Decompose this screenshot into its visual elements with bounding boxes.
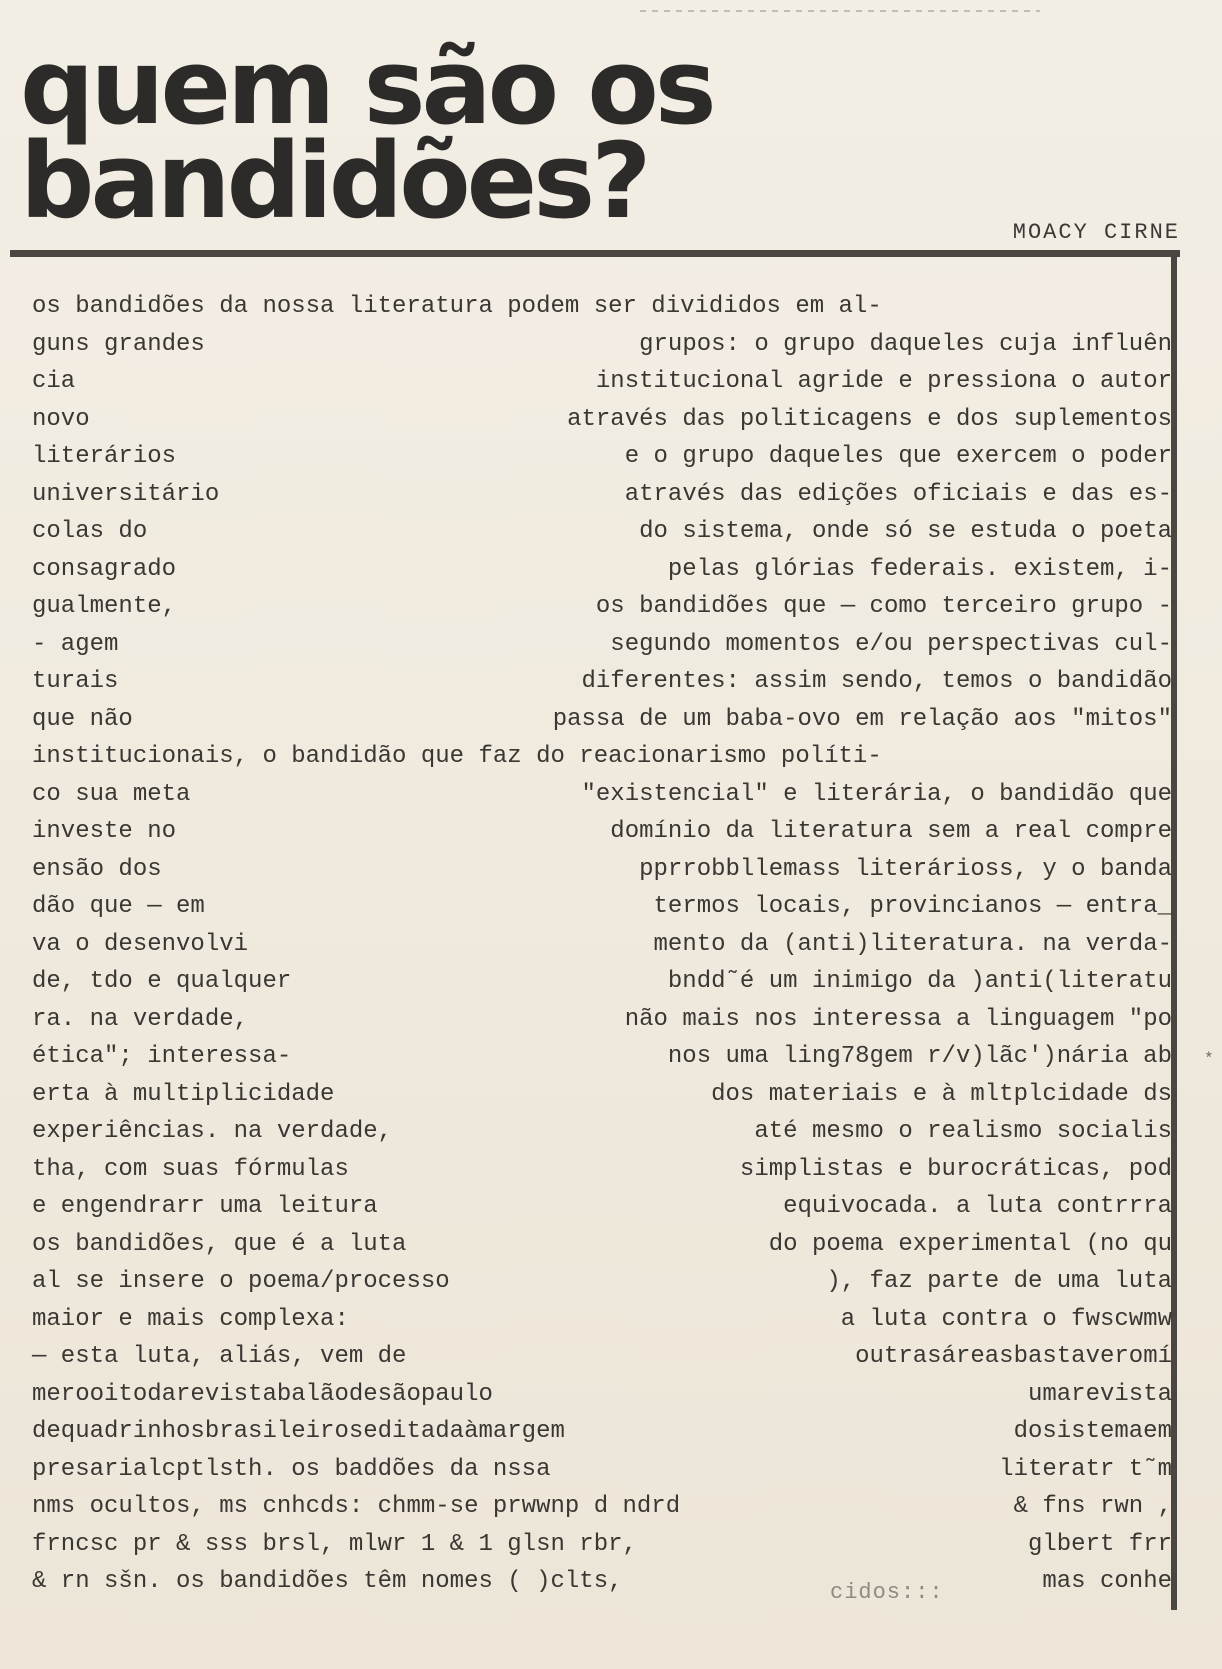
text-line <box>32 663 1172 701</box>
text-line-left: tha, com suas fórmulas <box>32 1155 349 1183</box>
text-line-left: novo <box>32 405 90 433</box>
text-line <box>32 926 1172 964</box>
text-line-left: - agem <box>32 630 119 658</box>
headline-line-1: quem são os <box>20 26 713 148</box>
text-line <box>32 1113 1172 1151</box>
text-line-right: e o grupo daqueles que exercem o poder <box>624 443 1172 470</box>
text-line-right: simplistas e burocráticas, pod <box>739 1155 1172 1183</box>
text-line <box>32 476 1172 514</box>
text-line-right: diferentes: assim sendo, temos o bandidão <box>581 668 1172 695</box>
text-line-left: nms ocultos, ms cnhcds: chmm-se prwwnp d ndrd <box>32 1493 681 1520</box>
text-line-right: a luta contra o fwscwmw <box>840 1305 1172 1333</box>
text-line-right: dosistemaem <box>1013 1418 1172 1445</box>
text-line-right: bndd˜é um inimigo da )anti(literatu <box>667 968 1172 995</box>
text-line <box>32 1001 1172 1039</box>
text-line <box>32 626 1172 664</box>
text-line <box>32 813 1172 851</box>
text-line-left: os bandidões, que é a luta <box>32 1230 407 1258</box>
text-line-right: grupos: o grupo daqueles cuja influên <box>639 330 1172 358</box>
text-line <box>32 1226 1172 1264</box>
text-line <box>32 1188 1172 1226</box>
text-line-left: gualmente, <box>32 593 177 620</box>
text-line <box>32 551 1172 589</box>
text-line-right: domínio da literatura sem a real compre <box>610 818 1172 845</box>
text-line-left: institucionais, o bandidão que faz do reacionarismo políti- <box>32 743 882 770</box>
text-line <box>32 1151 1172 1189</box>
text-line-left: presarialcptlsth. os baddões da nssa <box>32 1455 551 1483</box>
text-line <box>32 1563 1172 1601</box>
text-line-right: segundo momentos e/ou perspectivas cul- <box>610 630 1172 658</box>
text-line-left: — esta luta, aliás, vem de <box>32 1343 407 1370</box>
text-line-right: termos locais, provincianos — entra_ <box>653 893 1172 920</box>
text-line-left: dequadrinhosbrasileiroseditadaàmargem <box>32 1418 565 1445</box>
text-line-left: va o desenvolvi <box>32 930 249 958</box>
text-line-left: cia <box>32 368 76 395</box>
text-line-right: do poema experimental (no qu <box>768 1230 1172 1258</box>
text-line-right: nos uma ling78gem r/v)lãc')nária ab <box>667 1043 1172 1070</box>
text-line <box>32 1488 1172 1526</box>
text-line <box>32 1301 1172 1339</box>
author-byline: MOACY CIRNE <box>1012 220 1180 245</box>
text-line <box>32 1263 1172 1301</box>
article-body <box>32 288 1172 1601</box>
text-line-right: ), faz parte de uma luta <box>826 1268 1172 1295</box>
text-line <box>32 738 1172 776</box>
headline <box>20 26 713 242</box>
text-line-right: outrasáreasbastaveromí <box>855 1343 1172 1370</box>
text-line <box>32 401 1172 439</box>
text-line <box>32 588 1172 626</box>
text-line-right: umarevista <box>1027 1380 1172 1408</box>
text-line-right: mas conhe <box>1042 1568 1172 1595</box>
frame-top-border <box>10 250 1180 257</box>
text-line-right: através das politicagens e dos suplementos <box>567 405 1172 433</box>
text-line-left: ética"; interessa- <box>32 1043 292 1070</box>
text-line <box>32 438 1172 476</box>
text-line-left: guns grandes <box>32 330 205 358</box>
text-line <box>32 1451 1172 1489</box>
text-line-left: consagrado <box>32 555 177 583</box>
text-line-right: institucional agride e pressiona o autor <box>595 368 1172 395</box>
text-line <box>32 1526 1172 1564</box>
text-line-right: equivocada. a luta contrrra <box>783 1193 1172 1220</box>
text-line-right: pprrobbllemass literárioss, y o banda <box>639 855 1172 883</box>
text-line-right: passa de um baba-ovo em relação aos "mitos" <box>552 705 1172 733</box>
text-line-left: literários <box>32 443 177 470</box>
text-line-left: al se insere o poema/processo <box>32 1268 450 1295</box>
margin-star: * <box>1204 1050 1214 1068</box>
text-line <box>32 701 1172 739</box>
text-line-left: & rn sšn. os bandidões têm nomes ( )clts, <box>32 1568 623 1595</box>
text-line-right: dos materiais e à mltplcidade ds <box>711 1080 1172 1108</box>
top-dotted-rule <box>640 10 1040 12</box>
text-line-left: experiências. na verdade, <box>32 1118 393 1145</box>
text-line-left: co sua meta <box>32 780 191 808</box>
text-line-right: mento da (anti)literatura. na verda- <box>653 930 1172 958</box>
text-line-left: que não <box>32 705 133 733</box>
text-line-left: ensão dos <box>32 855 162 883</box>
text-line-right: através das edições oficiais e das es- <box>624 480 1172 508</box>
text-line-left: e engendrarr uma leitura <box>32 1193 378 1220</box>
text-line <box>32 363 1172 401</box>
article-tail: cidos::: <box>830 1580 944 1605</box>
text-line <box>32 1038 1172 1076</box>
text-line-left: erta à multiplicidade <box>32 1080 335 1108</box>
text-line <box>32 1338 1172 1376</box>
text-line-left: dão que — em <box>32 893 205 920</box>
text-line-right: literatr t˜m <box>999 1455 1172 1483</box>
text-line <box>32 888 1172 926</box>
text-line-right: pelas glórias federais. existem, i- <box>667 555 1172 583</box>
text-line-left: ra. na verdade, <box>32 1005 249 1033</box>
text-line <box>32 326 1172 364</box>
text-line <box>32 1376 1172 1414</box>
text-line-right: até mesmo o realismo socialis <box>754 1118 1172 1145</box>
text-line <box>32 288 1172 326</box>
text-line-left: merooitodarevistabalãodesãopaulo <box>32 1380 493 1408</box>
text-line-right: do sistema, onde só se estuda o poeta <box>639 518 1172 545</box>
text-line-right: "existencial" e literária, o bandidão que <box>581 780 1172 808</box>
text-line-right: os bandidões que — como terceiro grupo - <box>595 593 1172 620</box>
text-line <box>32 963 1172 1001</box>
text-line-left: de, tdo e qualquer <box>32 968 292 995</box>
text-line <box>32 1413 1172 1451</box>
text-line-left: universitário <box>32 480 220 508</box>
text-line-right: & fns rwn , <box>1013 1493 1172 1520</box>
text-line-left: maior e mais complexa: <box>32 1305 349 1333</box>
text-line <box>32 851 1172 889</box>
text-line <box>32 776 1172 814</box>
text-line-left: colas do <box>32 518 148 545</box>
text-line-right: não mais nos interessa a linguagem "po <box>624 1005 1172 1033</box>
text-line <box>32 513 1172 551</box>
text-line <box>32 1076 1172 1114</box>
text-line-right: glbert frr <box>1027 1530 1172 1558</box>
text-line-left: frncsc pr & sss brsl, mlwr 1 & 1 glsn rbr, <box>32 1530 637 1558</box>
text-line-left: os bandidões da nossa literatura podem ser divididos em al- <box>32 293 882 320</box>
text-line-left: investe no <box>32 818 177 845</box>
text-line-left: turais <box>32 668 119 695</box>
headline-line-2: bandidões? <box>20 120 648 242</box>
